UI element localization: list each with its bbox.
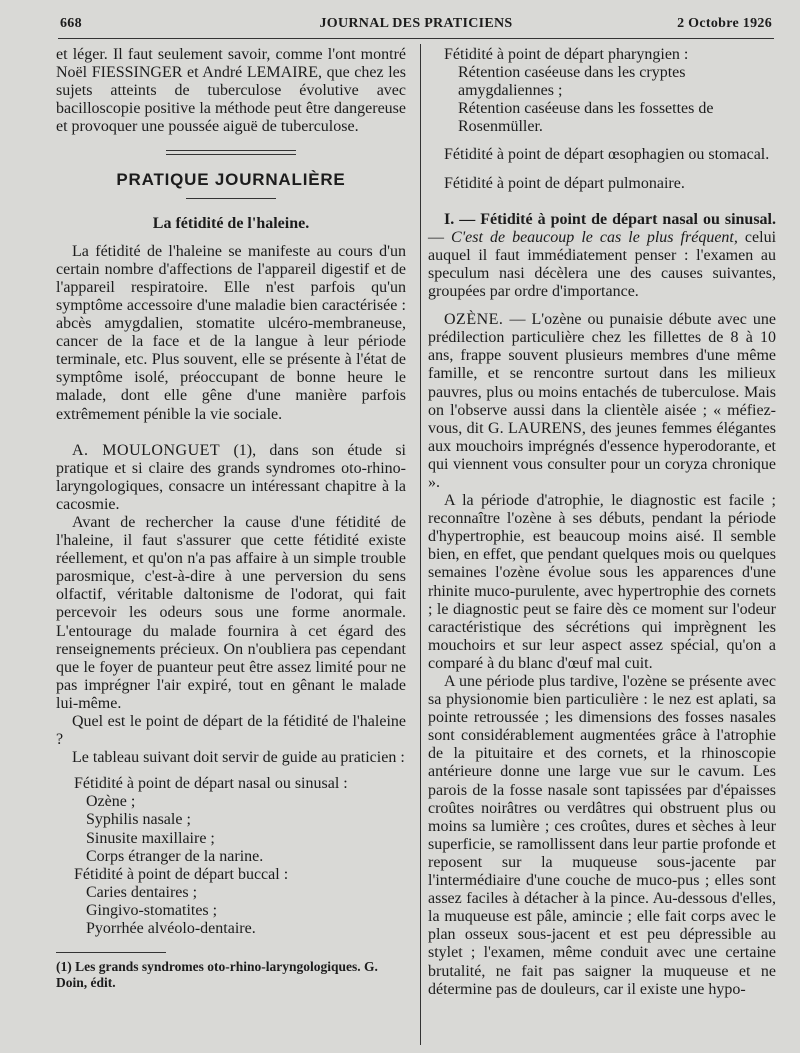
issue-date: 2 Octobre 1926 [677, 16, 772, 31]
section-title: PRATIQUE JOURNALIÈRE [116, 170, 346, 190]
journal-title: JOURNAL DES PRATICIENS [319, 16, 513, 31]
list-category: Fétidité à point de départ pharyngien : [444, 46, 689, 63]
section-ornament [166, 150, 296, 155]
list-item: Rétention caséeuse dans les cryptes amygdaliennes ; [458, 64, 686, 100]
paragraph: Quel est le point de départ de la fétidité de l'haleine ? [56, 713, 406, 749]
list-item: Gingivo-stomatites ; [86, 901, 218, 919]
paragraph: OZÈNE. — L'ozène ou punaisie débute avec une prédilection particulière chez les fillettes de 8 à 10 ans, frappe souvent plusieurs membres d'une même famille, et se rencontre surtout dans les milieux pauvres, plus ou moins entachés de tuberculose. Mais on l'observe aussi dans la clientèle aisée ; « méfiez-vous, dit G. LAURENS, des jeunes femmes élégantes aux mouchoirs imprégnés d'essence hyperodorante, et qui viennent vous consulter pour un coryza chronique ». [428, 311, 776, 491]
subsection-label: OZÈNE. [444, 311, 504, 329]
list-item: Syphilis nasale ; [86, 811, 191, 829]
left-column [56, 46, 406, 990]
paragraph: Le tableau suivant doit servir de guide au praticien : [72, 749, 405, 767]
article-title: La fétidité de l'haleine. [152, 214, 310, 232]
paragraph: Avant de rechercher la cause d'une fétidité de l'haleine, il faut s'assurer que cette fétidité existe réellement, et qu'on n'a pas affaire à un simple trouble parosmique, c'est-à-dire à une perversion du sens olfactif, véritable daltonisme de l'odorat, qui fait percevoir les odeurs sous une forme anormale. L'entourage du malade fournira à cet égard des renseignements précieux. On n'oubliera pas cependant que le foyer de puanteur peut être assez limité pour ne pas imprégner l'air expiré, tout en gênant le malade lui-même. [56, 513, 406, 712]
cause-list [56, 775, 406, 938]
running-header [60, 14, 772, 36]
list-item: Pyorrhée alvéolo-dentaire. [86, 920, 256, 938]
list-category: Fétidité à point de départ buccal : [74, 865, 289, 883]
paragraph: A. MOULONGUET (1), dans son étude si pratique et si claire des grands syndromes oto-rhino-laryngologiques, consacre un intéressant chapitre à la cacosmie. [56, 441, 406, 513]
list-item: Caries dentaires ; [86, 883, 198, 901]
paragraph: A la période d'atrophie, le diagnostic est facile ; reconnaître l'ozène à ses débuts, pendant la période d'hypertrophie, est beaucoup moins aisé. Il semble bien, en effet, que pendant quelques mois ou quelques semaines l'ozène évolue sous les apparences d'une rhinite muco-purulente, avec hypertrophie des cornets ; le diagnostic peut se faire dès ce moment sur l'odeur caractéristique des sécrétions qui imprègnent les mouchoirs et sur leur aspect assez spécial, qu'on a comparé à du blanc d'œuf mal cuit. [428, 492, 776, 672]
paragraph: I. — Fétidité à point de départ nasal ou sinusal. — C'est de beaucoup le cas le plus fréquent, celui auquel il faut immédiatement penser : l'examen au speculum nasi décèlera une des causes suivantes, groupées par ordre d'importance. [428, 210, 777, 301]
intro-paragraph: et léger. Il faut seulement savoir, comme l'ont montré Noël FIESSINGER et André LEMAIRE, que chez les sujets atteints de tuberculose évolutive avec bacilloscopie positive la méthode peut être dangereuse et provoquer une poussée aiguë de tuberculose. [56, 46, 406, 136]
footnote-rule [56, 952, 166, 953]
paragraph: A une période plus tardive, l'ozène se présente avec sa physionomie bien particulière : le nez est aplati, sa pointe retroussée ; les dimensions des fosses nasales sont considérablement augmentées grâce à l'atrophie de la pituitaire et des cornets, et la rhinoscopie antérieure donne une large vue sur le cavum. Les parois de la fosse nasale sont tapissées par d'épaisses croûtes noirâtres ou verdâtres qui obstruent plus ou moins sa lumière ; ces croûtes, dures et sèches à leur superficie, se ramollissent dans leur partie profonde et reposent sur la muqueuse sous-jacente par l'intermédiaire d'une couche de muco-pus ; elles sont assez faciles à détacher à la pince. Au-dessous d'elles, la muqueuse est pâle, amincie ; elle fait corps avec le plan osseux sous-jacent et est peu dépressible au stylet ; l'examen, même conduit avec une certaine brutalité, ne fait pas saigner la muqueuse et ne détermine pas de douleurs, car il existe une hypo- [428, 673, 776, 998]
section-heading: I. — Fétidité à point de départ nasal ou sinusal. [444, 210, 776, 228]
list-category: Fétidité à point de départ œsophagien ou stomacal. [444, 146, 770, 164]
list-item: Corps étranger de la narine. [86, 847, 264, 865]
list-item: Sinusite maxillaire ; [86, 829, 215, 847]
footnote: (1) Les grands syndromes oto-rhino-laryngologiques. G. Doin, édit. [56, 959, 378, 990]
page-number: 668 [60, 16, 82, 31]
list-category: Fétidité à point de départ pulmonaire. [444, 174, 685, 192]
list-item: Rétention caséeuse dans les fossettes de Rosenmüller. [458, 100, 714, 136]
header-rule [58, 38, 774, 39]
paragraph: La fétidité de l'haleine se manifeste au cours d'un certain nombre d'affections de l'appareil digestif et de l'appareil respiratoire. Elle n'est parfois qu'un symptôme accessoire d'une maladie bien caractérisée : abcès amygdalien, stomatite ulcéro-membraneuse, cancer de la face et de la langue à leur période terminale, etc. Plus souvent, elle se présente à l'état de symptôme isolé, préoccupant de bonne heure le malade, dont elle gêne d'une manière parfois extrêmement pénible la vie sociale. [56, 242, 406, 423]
list-category: Fétidité à point de départ nasal ou sinusal : [74, 775, 348, 793]
cause-list-continued [428, 46, 776, 193]
column-divider [420, 44, 421, 1045]
author-name: A. MOULONGUET [72, 441, 221, 459]
title-rule [186, 198, 276, 199]
right-column [428, 46, 776, 999]
list-item: Ozène ; [86, 793, 136, 811]
